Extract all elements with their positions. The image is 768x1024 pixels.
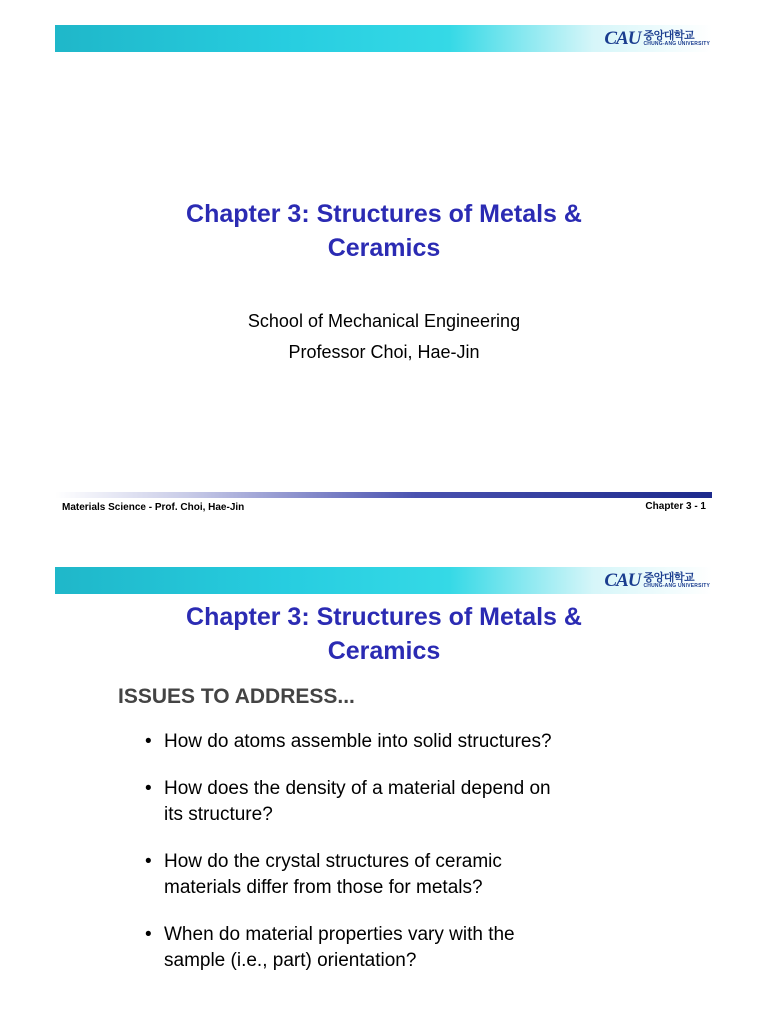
list-item-line: When do material properties vary with the — [164, 924, 515, 945]
slide1-footer-course: Materials Science - Prof. Choi, Hae-Jin — [62, 502, 245, 513]
list-item — [145, 776, 645, 828]
slide1-title-line1: Chapter 3: Structures of Metals & — [186, 200, 582, 228]
bullet-icon: • — [145, 778, 152, 799]
slide1-footer-page: Chapter 3 - 1 — [645, 501, 706, 512]
list-item-line: How do the crystal structures of ceramic — [164, 851, 502, 872]
university-logo — [604, 27, 710, 50]
list-item-line: materials differ from those for metals? — [164, 877, 483, 898]
logo-korean-text: 중앙대학교 — [643, 571, 695, 584]
slide1-footer-bar — [55, 492, 712, 498]
list-item — [145, 729, 645, 755]
slide1-school: School of Mechanical Engineering — [247, 311, 521, 331]
slide2-title — [0, 600, 768, 668]
bullet-icon: • — [145, 731, 152, 752]
slide1-professor: Professor Choi, Hae-Jin — [288, 342, 480, 362]
bullet-icon: • — [145, 924, 152, 945]
logo-korean-text: 중앙대학교 — [643, 29, 695, 42]
bullet-icon: • — [145, 851, 152, 872]
list-item-line: How do atoms assemble into solid structures? — [164, 731, 552, 752]
slide1-title — [0, 197, 768, 265]
issues-list — [145, 729, 645, 995]
list-item-line: How does the density of a material depend on — [164, 778, 551, 799]
logo-english-text: CHUNG-ANG UNIVERSITY — [643, 41, 710, 47]
logo-mark: CAU — [604, 27, 641, 49]
slide2-header-banner — [55, 567, 712, 594]
list-item — [145, 922, 645, 974]
list-item-line: its structure? — [164, 804, 273, 825]
list-item — [145, 849, 645, 901]
slide1-header-banner — [55, 25, 712, 52]
logo-mark: CAU — [604, 569, 641, 591]
logo-english-text: CHUNG-ANG UNIVERSITY — [643, 583, 710, 589]
slide2-title-line2: Ceramics — [327, 637, 441, 665]
university-logo — [604, 569, 710, 592]
issues-heading: ISSUES TO ADDRESS... — [118, 685, 355, 708]
slide2-title-line1: Chapter 3: Structures of Metals & — [186, 603, 582, 631]
slide1-title-line2: Ceramics — [327, 234, 441, 262]
list-item-line: sample (i.e., part) orientation? — [164, 950, 417, 971]
